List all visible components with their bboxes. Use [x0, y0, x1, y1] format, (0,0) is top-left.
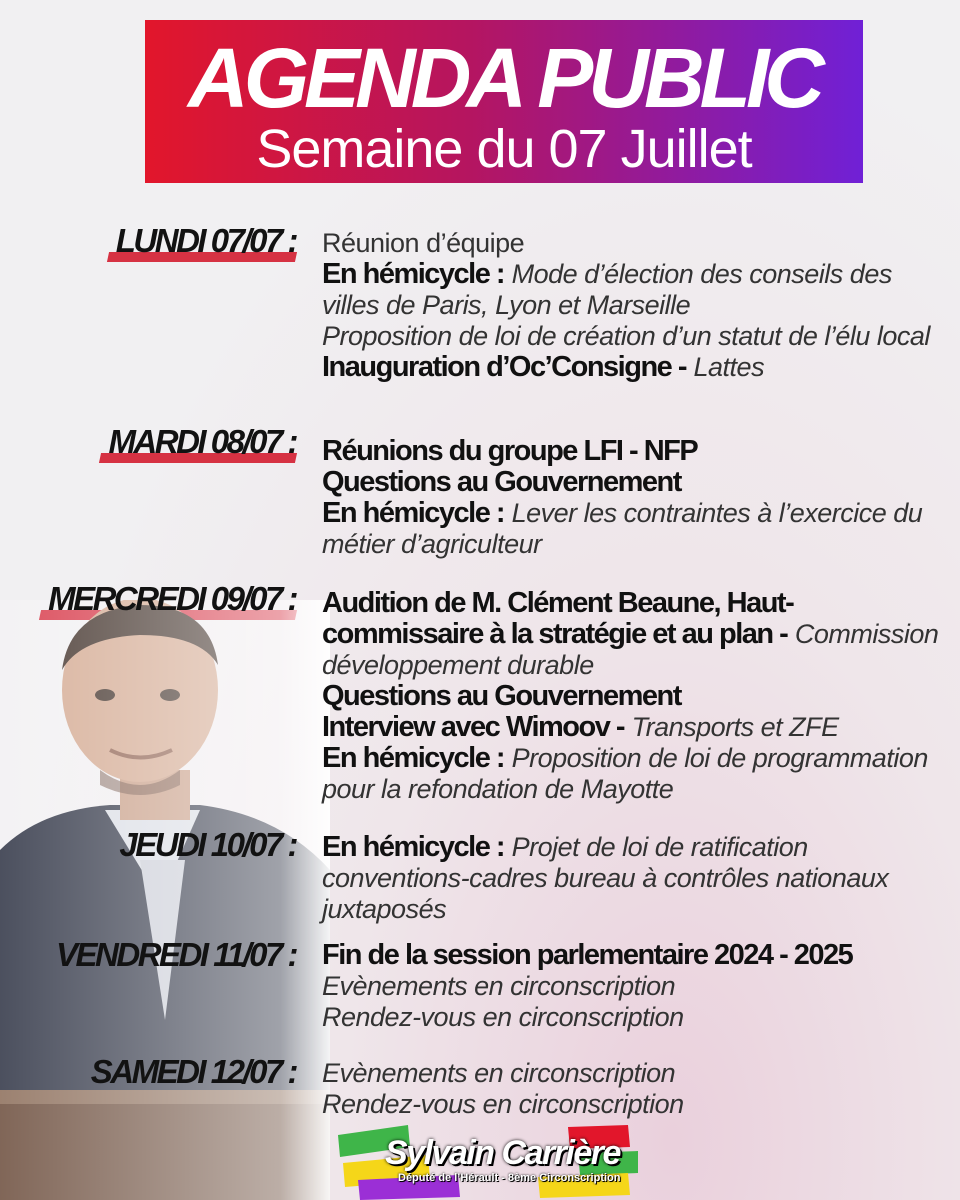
entry-text: Transports et ZFE	[631, 712, 839, 742]
day-entries-friday	[322, 940, 954, 1033]
entry-heading: En hémicycle :	[322, 497, 505, 529]
entry-text: Lever les contraintes à l’exercice du métier d’agriculteur	[322, 498, 923, 559]
entry-text: Proposition de loi de création d’un statut de l’élu local	[322, 321, 930, 351]
day-label-tuesday: MARDI 08/07 :	[108, 425, 296, 459]
entry-heading: Questions au Gouvernement	[322, 466, 681, 498]
entry-heading: En hémicycle :	[322, 742, 505, 774]
entry-text: Lattes	[693, 352, 765, 382]
day-label-wednesday: MERCREDI 09/07 :	[48, 582, 296, 616]
entry-text: Proposition de loi de programmation pour la refondation de Mayotte	[322, 743, 928, 804]
entry-text: Projet de loi de ratification conventions-cadres bureau à contrôles nationaux juxtaposés	[322, 832, 889, 924]
entry-heading: En hémicycle :	[322, 831, 505, 863]
entry-heading: En hémicycle :	[322, 258, 505, 290]
day-entries-monday	[322, 228, 954, 383]
entry-text: Rendez-vous en circonscription	[322, 1089, 684, 1119]
entry-text: Evènements en circonscription	[322, 971, 676, 1001]
day-label-friday: VENDREDI 11/07 :	[56, 938, 296, 972]
day-label-thursday: JEUDI 10/07 :	[119, 828, 296, 862]
day-entries-thursday	[322, 832, 954, 925]
logo-name: Sylvain Carrière	[385, 1134, 620, 1172]
page-subtitle: Semaine du 07 Juillet	[256, 119, 752, 179]
day-entries-wednesday	[322, 588, 954, 805]
entry-text: Réunion d’équipe	[322, 228, 525, 258]
page-title: AGENDA PUBLIC	[188, 31, 820, 125]
entry-heading: Réunions du groupe LFI - NFP	[322, 435, 698, 467]
entry-text: Rendez-vous en circonscription	[322, 1002, 684, 1032]
entry-heading: Interview avec Wimoov -	[322, 711, 625, 743]
entry-heading: Audition de M. Clément Beaune, Haut-commissaire à la stratégie et au plan -	[322, 587, 794, 650]
day-label-saturday: SAMEDI 12/07 :	[91, 1055, 296, 1089]
day-entries-saturday	[322, 1058, 954, 1120]
entry-text: Commission développement durable	[322, 619, 939, 680]
logo-subtitle: Député de l’Hérault - 8ème Circonscription	[398, 1172, 621, 1184]
entry-heading: Questions au Gouvernement	[322, 680, 681, 712]
entry-heading: Inauguration d’Oc’Consigne -	[322, 351, 686, 383]
entry-text: Mode d’élection des conseils des villes de Paris, Lyon et Marseille	[322, 259, 892, 320]
entry-text: Evènements en circonscription	[322, 1058, 676, 1088]
day-label-monday: LUNDI 07/07 :	[116, 224, 296, 258]
portrait-photo	[0, 600, 330, 1200]
entry-heading: Fin de la session parlementaire 2024 - 2025	[322, 939, 853, 971]
header-banner	[145, 20, 863, 183]
day-entries-tuesday	[322, 436, 954, 560]
